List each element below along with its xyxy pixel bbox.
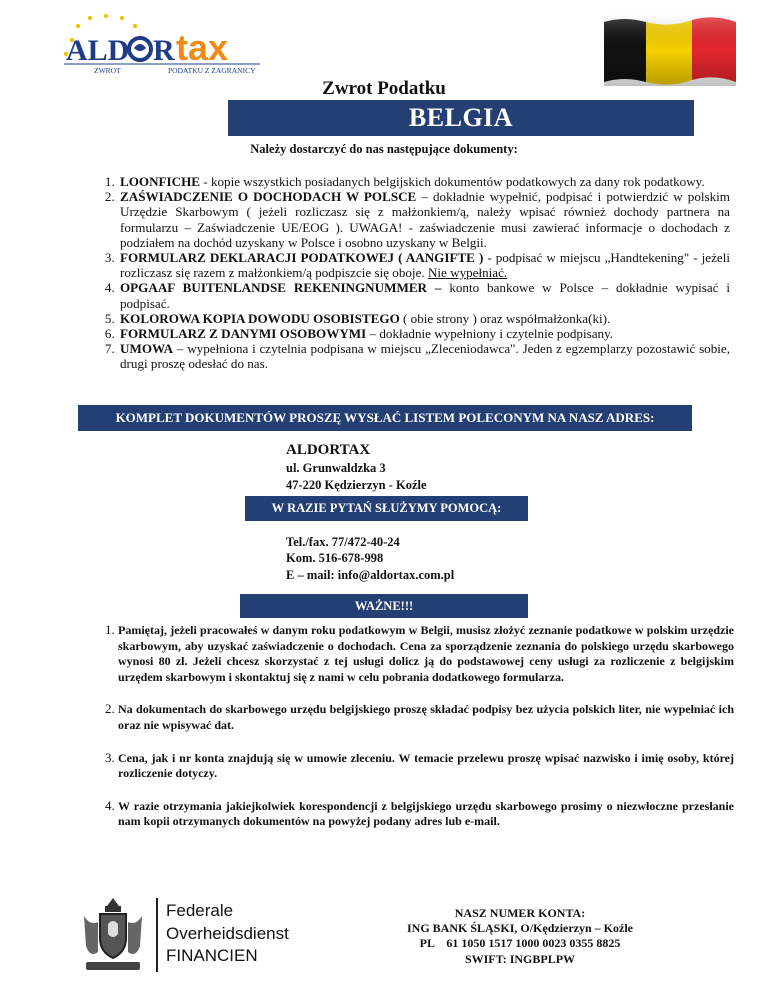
- document-item: 5. KOLOROWA KOPIA DOWODU OSOBISTEGO ( obie strony ) oraz współmałżonka(ki).: [118, 311, 730, 326]
- intro-text: Należy dostarczyć do nas następujące dokumenty:: [250, 142, 518, 156]
- send-documents-banner: KOMPLET DOKUMENTÓW PROSZĘ WYSŁAĆ LISTEM POLECONYM NA NASZ ADRES:: [78, 405, 692, 431]
- document-item: 7. UMOWA – wypełniona i czytelnia podpisana w miejscu „Zleceniodawca". Jeden z egzemplarzy pozostawić sobie, drugi proszę odesłać do nas.: [118, 341, 730, 371]
- note-item: 4. W razie otrzymania jakiejkolwiek korespondencji z belgijskiego urzędu skarbowego prosimy o niezwłoczne przesłanie nam kopii otrzymanych dokumentów na powyżej podany adres lub e-mail.: [118, 798, 734, 830]
- document-item: 6. FORMULARZ Z DANYMI OSOBOWYMI – dokładnie wypełniony i czytelnie podpisany.: [118, 326, 730, 341]
- logo-brand-tax: tax: [176, 27, 229, 68]
- belgian-coat-of-arms-icon: [80, 896, 146, 974]
- logo-tag-right: PODATKU Z ZAGRANICY: [168, 66, 256, 75]
- address-city: 47-220 Kędzierzyn - Koźle: [286, 478, 427, 492]
- logo-brand-left: ALD: [66, 34, 130, 67]
- contact-email: E – mail: info@aldortax.com.pl: [286, 567, 455, 582]
- document-item: 1. LOONFICHE - kopie wszystkich posiadanych belgijskich dokumentów podatkowych za dany rok podatkowy.: [118, 174, 730, 189]
- bank-title: NASZ NUMER KONTA:: [454, 906, 586, 920]
- contact-info: [286, 534, 454, 583]
- note-item: 2. Na dokumentach do skarbowego urzędu belgijskiego proszę składać podpisy bez użycia polskich liter, nie wypełniać ich oraz nie wpisywać dat.: [118, 701, 734, 733]
- address-street: ul. Grunwaldzka 3: [286, 461, 386, 475]
- important-notes-list: [82, 622, 734, 846]
- address-name: ALDORTAX: [286, 442, 371, 458]
- aldortax-logo: [60, 14, 270, 76]
- contact-mobile: Kom. 516-678-998: [286, 551, 384, 566]
- note-item: 1. Pamiętaj, jeżeli pracowałeś w danym roku podatkowym w Belgii, musisz złożyć zeznanie podatkowe w polskim urzędzie skarbowym, aby uzyskać zaświadczenie o dochodach. Cena za sporządzenie zeznania do polskiego urzędu skarbowego wynosi 80 zł. Jeżeli chcesz skorzystać z tej usługi dolicz ją do podstawowej ceny usługi za rozliczenie z belgijskim urzędem skarbowym i skontaktuj się z nami w celu pobrania dodatkowego formularza.: [118, 622, 734, 685]
- documents-list: [80, 174, 730, 372]
- document-item: 4. OPGAAF BUITENLANDSE REKENINGNUMMER – konto bankowe w Polsce – dokładnie wypisać i podpisać.: [118, 280, 730, 310]
- page-title: Zwrot Podatku: [322, 78, 446, 99]
- document-item: 2. ZAŚWIADCZENIE O DOCHODACH W POLSCE – dokładnie wypełnić, podpisać i potwierdzić w polskim Urzędzie Skarbowym ( jeżeli rozliczasz się z małżonkiem/ą, należy wpisać również dochody partnera na formularzu – Zaświadczenie UE/EOG ). UWAGA! - zaświadczenie musi zawierać informacje o dochodach z podziałem na dochód uzyskany w Polsce i osobno uzyskany w Belgii.: [118, 189, 730, 250]
- fod-financien-logo-text: Federale Overheidsdienst FINANCIEN: [166, 901, 289, 965]
- logo-tag-left: ZWROT: [94, 66, 121, 75]
- country-banner: BELGIA: [228, 100, 694, 136]
- bank-account-info: [330, 906, 710, 967]
- help-banner: W RAZIE PYTAŃ SŁUŻYMY POMOCĄ:: [245, 496, 528, 521]
- note-item: 3. Cena, jak i nr konta znajdują się w umowie zleceniu. W temacie przelewu proszę wpisać nazwisko i imię osoby, której rozliczenie dotyczy.: [118, 750, 734, 782]
- document-item: 3. FORMULARZ DEKLARACJI PODATKOWEJ ( AANGIFTE ) - podpisać w miejscu „Handtekening" - jeżeli rozliczasz się razem z małżonkiem/ą podpiszcie się oboje. Nie wypełniać.: [118, 250, 730, 280]
- bank-swift: SWIFT: INGBPLPW: [464, 951, 576, 966]
- bank-name: ING BANK ŚLĄSKI, O/Kędzierzyn – Koźle: [407, 921, 633, 936]
- contact-phone: Tel./fax. 77/472-40-24: [286, 535, 400, 549]
- footer-divider: [156, 898, 158, 972]
- logo-brand-mid: R: [153, 34, 175, 67]
- belgium-flag-image: [600, 14, 740, 86]
- bank-account-number: PL 61 1050 1517 1000 0023 0355 8825: [419, 936, 621, 951]
- postal-address: [286, 440, 427, 494]
- important-banner: WAŻNE!!!: [240, 594, 528, 618]
